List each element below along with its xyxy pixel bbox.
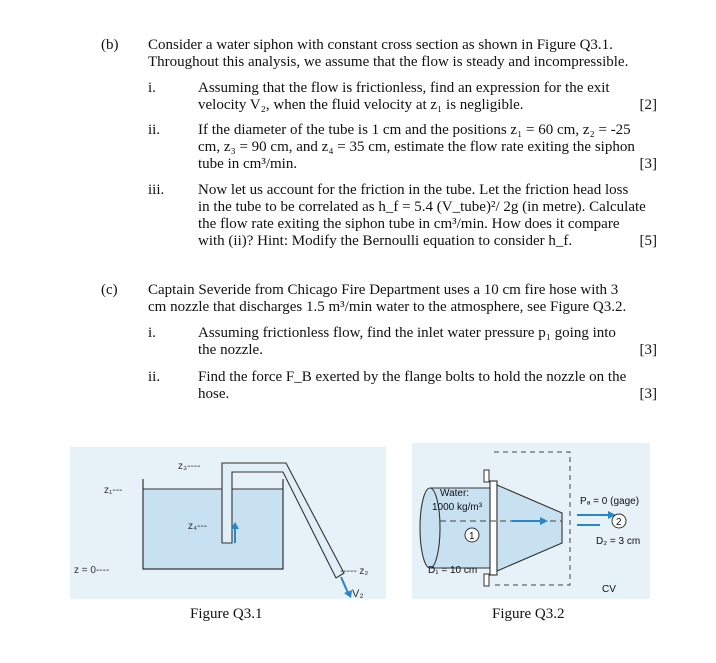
water-label-line2: 1000 kg/m³: [432, 502, 483, 513]
label-z0: z = 0----: [74, 565, 110, 576]
label-z2: ----- z₂: [340, 566, 369, 577]
part-b-intro-line2: Throughout this analysis, we assume that the flow is steady and incompressible.: [148, 54, 629, 70]
b-q2-line3: tube in cm³/min.: [198, 156, 298, 172]
b-q1-line2: velocity V₂, when the fluid velocity at z₁ is negligible.: [198, 97, 524, 113]
flange: [490, 481, 497, 575]
b-q3-line2: in the tube to be correlated as h_f = 5.4 (V_tube)²/ 2g (in metre). Calculate: [198, 199, 646, 215]
part-b-intro-line1: Consider a water siphon with constant cross section as shown in Figure Q3.1.: [148, 37, 613, 53]
c-q2-number: ii.: [148, 369, 161, 385]
station-1: 1: [469, 531, 475, 542]
b-q3-line1: Now let us account for the friction in the tube. Let the friction head loss: [198, 182, 629, 198]
c-q1-line2: the nozzle.: [198, 342, 263, 358]
bolt-top: [484, 470, 489, 482]
hose-end: [420, 488, 440, 568]
tank-water: [143, 489, 283, 569]
figure-q32-caption: Figure Q3.2: [492, 606, 565, 622]
label-v2: V₂: [352, 588, 364, 599]
b-q3-number: iii.: [148, 182, 165, 198]
b-q2-line2: cm, z₃ = 90 cm, and z₄ = 35 cm, estimate the flow rate exiting the siphon: [198, 139, 635, 155]
d2-label: D₂ = 3 cm: [596, 536, 641, 547]
d1-label: D₁ = 10 cm: [428, 565, 478, 576]
c-q2-line2: hose.: [198, 386, 230, 402]
part-c-intro-line1: Captain Severide from Chicago Fire Department uses a 10 cm fire hose with 3: [148, 282, 619, 298]
c-q2-line1: Find the force F_B exerted by the flange bolts to hold the nozzle on the: [198, 369, 627, 385]
figure-q32-nozzle: [412, 443, 650, 599]
figure-q31-siphon: [70, 447, 386, 599]
c-q2-marks: [3]: [639, 386, 657, 402]
b-q3-marks: [5]: [639, 233, 657, 249]
b-q2-line1: If the diameter of the tube is 1 cm and the positions z₁ = 60 cm, z₂ = -25: [198, 122, 631, 138]
figure-q31-caption: Figure Q3.1: [190, 606, 263, 622]
cv-label: CV: [602, 584, 616, 595]
b-q1-number: i.: [148, 80, 156, 96]
label-z4: z₄---: [188, 521, 208, 532]
part-c-intro-line2: cm nozzle that discharges 1.5 m³/min water to the atmosphere, see Figure Q3.2.: [148, 299, 627, 315]
b-q1-marks: [2]: [639, 97, 657, 113]
part-c-label: (c): [101, 282, 118, 298]
b-q3-line4: with (ii)? Hint: Modify the Bernoulli equation to consider h_f.: [198, 233, 573, 249]
b-q2-marks: [3]: [639, 156, 657, 172]
b-q3-line3: the flow rate exiting the siphon tube in cm³/min. How does it compare: [198, 216, 620, 232]
label-z3: z₃----: [178, 461, 201, 472]
station-2: 2: [616, 517, 622, 528]
c-q1-number: i.: [148, 325, 156, 341]
part-b-label: (b): [101, 37, 119, 53]
b-q2-number: ii.: [148, 122, 161, 138]
b-q1-line1: Assuming that the flow is frictionless, find an expression for the exit: [198, 80, 610, 96]
label-z1: z₁---: [104, 485, 123, 496]
c-q1-marks: [3]: [639, 342, 657, 358]
bolt-bottom: [484, 574, 489, 586]
pa-label: Pₐ = 0 (gage): [580, 496, 640, 507]
water-label-line1: Water:: [440, 488, 470, 499]
c-q1-line1: Assuming frictionless flow, find the inlet water pressure p₁ going into: [198, 325, 616, 341]
